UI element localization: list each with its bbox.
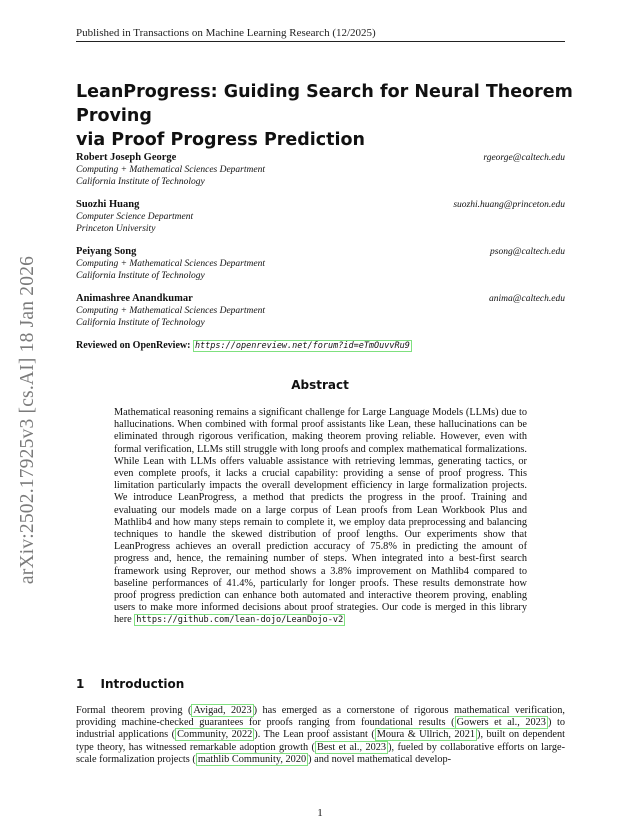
citation-link[interactable]: Moura & Ullrich, 2021 (376, 729, 476, 741)
author-institution: California Institute of Technology (76, 318, 205, 328)
review-line (76, 340, 412, 351)
intro-text: has emerged as a cornerstone of rigorous mathematical verification, providing machine-checked guarantees for proofs ranging from foundational results (76, 705, 565, 729)
author-name: Robert Joseph George (76, 152, 177, 163)
author-affiliation: Computing + Mathematical Sciences Department (76, 259, 265, 269)
author-block (76, 152, 565, 188)
author-institution: California Institute of Technology (76, 177, 205, 187)
openreview-link[interactable]: https://openreview.net/forum?id=eTmOuvvRu9 (194, 341, 410, 351)
intro-text: Formal theorem proving (76, 705, 183, 716)
author-institution: Princeton University (76, 224, 156, 234)
header-rule (76, 41, 565, 42)
intro-text: . The Lean proof assistant (257, 729, 368, 741)
running-header: Published in Transactions on Machine Learning Research (12/2025) (76, 27, 376, 39)
citation-link[interactable]: mathlib Community, 2020 (197, 753, 307, 765)
author-affiliation: Computing + Mathematical Sciences Department (76, 165, 265, 175)
arxiv-identifier: arXiv:2502.17925v3 [cs.AI] 18 Jan 2026 (17, 255, 38, 585)
author-block (76, 293, 565, 329)
citation-link[interactable]: Gowers et al., 2023 (456, 717, 546, 729)
paper-title (76, 80, 576, 152)
introduction-paragraph: Formal theorem proving ( Avigad, 2023 ) has emerged as a cornerstone of rigorous mathematical verification, providing machine-checked guarantees for proofs ranging from foundational results ( Gowers et al., 2023 ) to industrial applications ( Community, 2022 ). The Lean proof assistant ( Moura & Ullrich, 2021 ), built on dependent type theory, has witnessed remarkable adoption growth ( Best et al., 2023 ), fueled by collaborative efforts on large-scale formalization projects ( mathlib Community, 2020 ) and novel mathematical develop- (76, 705, 566, 765)
author-name: Animashree Anandkumar (76, 293, 193, 304)
author-email: rgeorge@caltech.edu (483, 153, 565, 163)
author-email: psong@caltech.edu (490, 247, 565, 257)
intro-text: , fueled by collaborative efforts on large-scale formalization projects (76, 741, 565, 765)
author-block (76, 199, 565, 235)
author-block (76, 246, 565, 282)
intro-text: to industrial applications (76, 717, 566, 741)
abstract-heading: Abstract (291, 378, 349, 392)
author-name: Suozhi Huang (76, 199, 140, 210)
paper-title-line-2: via Proof Progress Prediction (76, 130, 366, 150)
author-affiliation: Computer Science Department (76, 212, 194, 222)
section-heading-introduction (76, 677, 184, 691)
citation-link[interactable]: Avigad, 2023 (193, 705, 252, 716)
paper-title-line-1: LeanProgress: Guiding Search for Neural Theorem Proving (76, 82, 573, 126)
intro-text: , built on dependent type theory, has witnessed remarkable adoption growth (76, 729, 565, 753)
author-affiliation: Computing + Mathematical Sciences Department (76, 306, 265, 316)
author-name: Peiyang Song (76, 246, 137, 257)
page-number: 1 (317, 807, 323, 819)
author-email: suozhi.huang@princeton.edu (453, 200, 565, 210)
abstract-body (114, 407, 527, 627)
citation-link[interactable]: Best et al., 2023 (316, 741, 387, 753)
author-email: anima@caltech.edu (488, 294, 565, 304)
code-repository-link[interactable]: https://github.com/lean-dojo/LeanDojo-v2 (136, 615, 344, 626)
arxiv-sidebar (8, 240, 48, 600)
citation-link[interactable]: Community, 2022 (177, 729, 253, 741)
intro-text: and novel mathematical develop- (314, 753, 452, 765)
section-number: 1 (76, 677, 85, 691)
section-title: Introduction (100, 677, 185, 691)
abstract-text: Mathematical reasoning remains a significant challenge for Large Language Models (LLMs) due to hallucinations. When combined with formal proof assistants like Lean, these hallucinations can be eliminated through rigorous verification, making theorem proving reliable. However, even with formal verification, LLMs still struggle with long proofs and complex mathematical formalizations. While Lean with LLMs offers valuable assistance with retrieving lemmas, generating tactics, or even complete proofs, it lacks a crucial capability: providing a sense of proof progress. This limitation particularly impacts the overall development efficiency in large formalization projects. We introduce LeanProgress, a method that predicts the progress in the proof. Training and evaluating our models made on a large corpus of Lean proofs from Lean Workbook Plus and Mathlib4 and how many steps remain to complete it, we employ data preprocessing and balancing techniques to handle the skewed distribution of proof lengths. Our experiments show that LeanProgress achieves an overall prediction accuracy of 75.8% in predicting the amount of progress and, hence, the remaining number of steps. When integrated into a best-first search framework using Reprover, our method shows a 3.8% improvement on Mathlib4 compared to baseline performances of 41.4%, particularly for longer proofs. These results demonstrate how proof progress prediction can enhance both automated and interactive theorem proving, enabling users to make more informed decisions about proof strategies. Our code is merged in this library here (114, 407, 527, 626)
author-institution: California Institute of Technology (76, 271, 205, 281)
review-label: Reviewed on OpenReview: (76, 340, 191, 351)
